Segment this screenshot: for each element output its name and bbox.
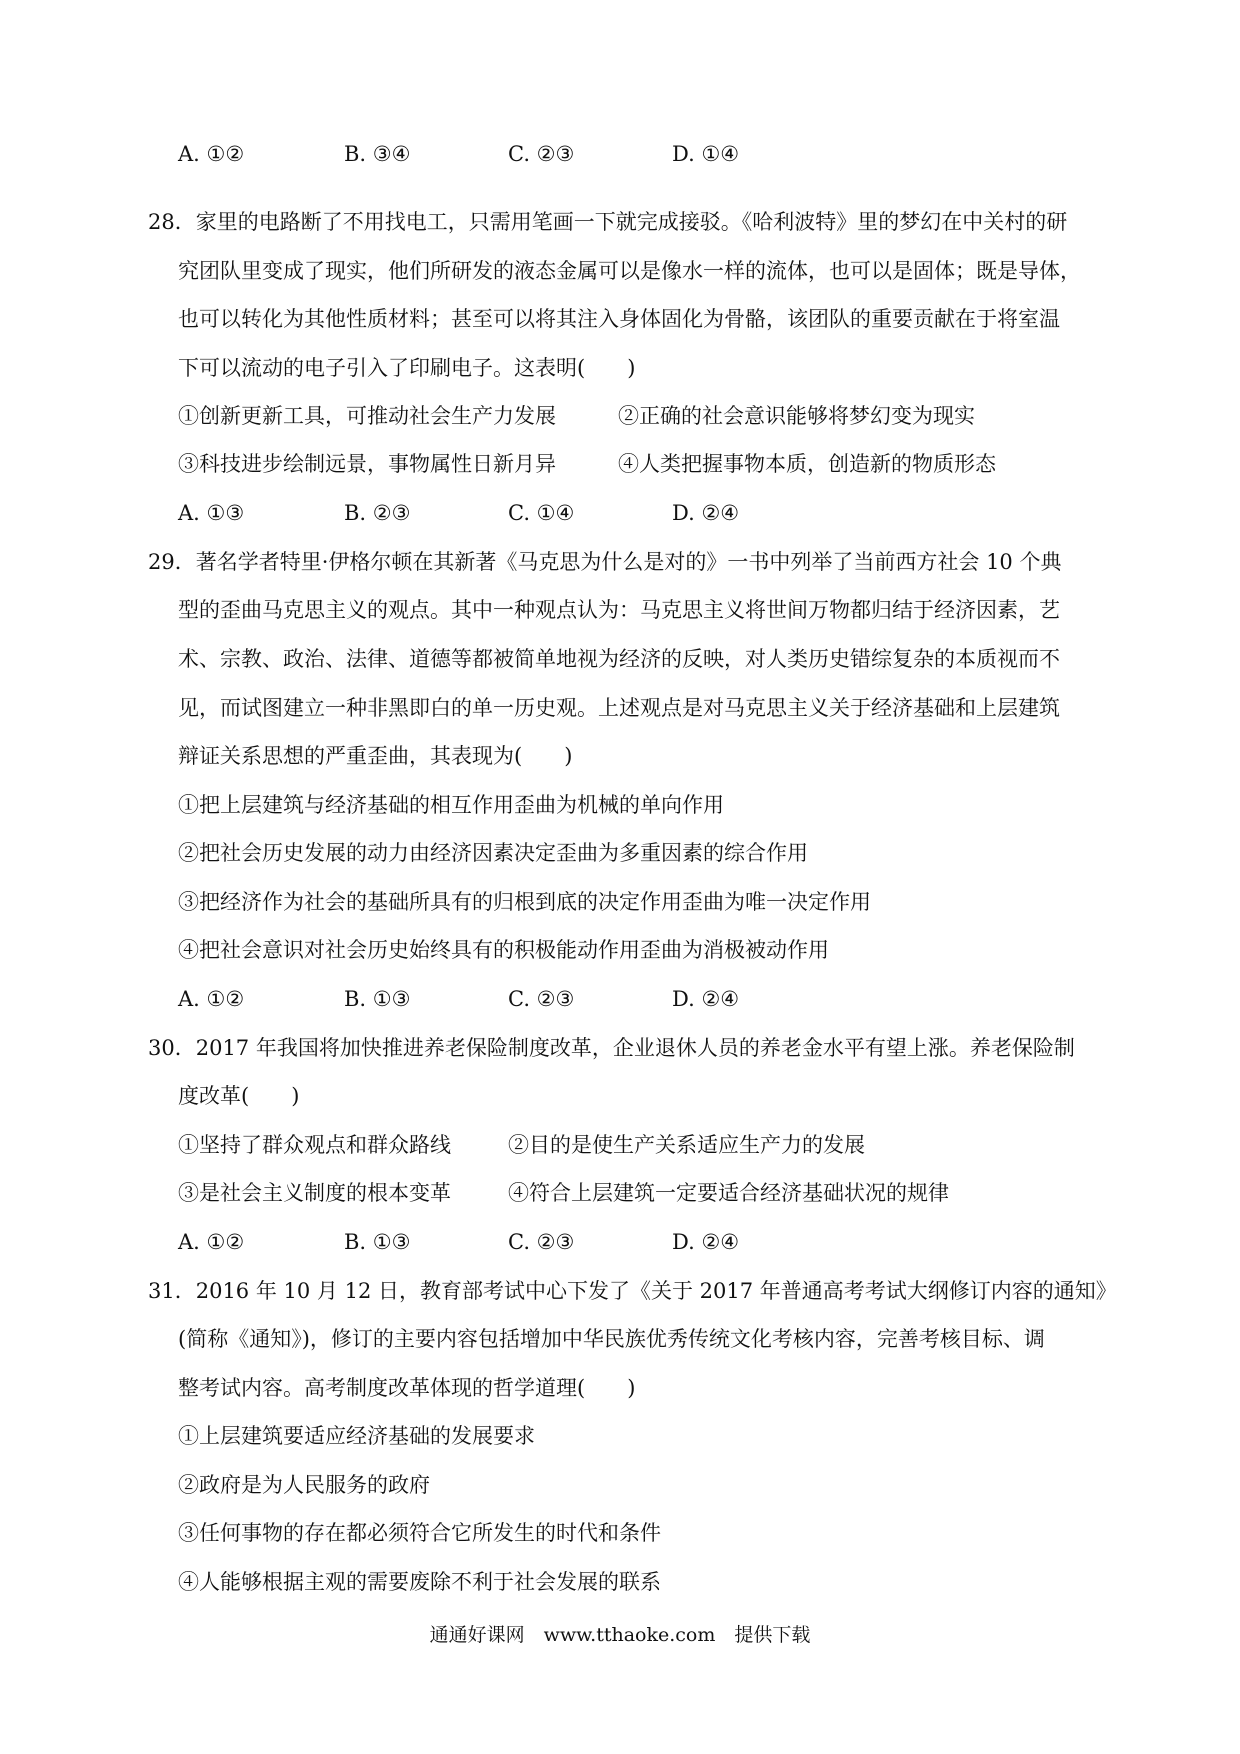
q27-option-a: A. ①② (178, 142, 245, 166)
q29-stem-line: 术、宗教、政治、法律、道德等都被简单地视为经济的反映，对人类历史错综复杂的本质视而不 (178, 647, 1060, 671)
q29-statement-4: ④把社会意识对社会历史始终具有的积极能动作用歪曲为消极被动作用 (178, 938, 829, 962)
q29-statement-2: ②把社会历史发展的动力由经济因素决定歪曲为多重因素的综合作用 (178, 841, 808, 865)
page-footer: 通通好课网 www.tthaoke.com 提供下载 (429, 1624, 811, 1646)
q30-statement-1: ①坚持了群众观点和群众路线 (178, 1133, 451, 1157)
q31-statement-2: ②政府是为人民服务的政府 (178, 1473, 430, 1497)
q29-option-d: D. ②④ (672, 987, 740, 1011)
q28-stem-line: 下可以流动的电子引入了印刷电子。这表明( ) (178, 356, 636, 380)
q28-options (0, 499, 1240, 527)
q31-stem-line: 31．2016 年 10 月 12 日，教育部考试中心下发了《关于 2017 年普通高考考试大纲修订内容的通知》 (148, 1279, 1117, 1303)
q27-option-c: C. ②③ (508, 142, 575, 166)
q28-stem-line: 也可以转化为其他性质材料；甚至可以将其注入身体固化为骨骼，该团队的重要贡献在于将室温 (178, 307, 1060, 331)
q31-statement-4: ④人能够根据主观的需要废除不利于社会发展的联系 (178, 1570, 661, 1594)
q31-statement-3: ③任何事物的存在都必须符合它所发生的时代和条件 (178, 1521, 661, 1545)
q29-option-c: C. ②③ (508, 987, 575, 1011)
q29-option-b: B. ①③ (344, 987, 411, 1011)
q29-stem-line: 型的歪曲马克思主义的观点。其中一种观点认为：马克思主义将世间万物都归结于经济因素，艺 (178, 598, 1060, 622)
q28-stem-line: 究团队里变成了现实，他们所研发的液态金属可以是像水一样的流体，也可以是固体；既是导体， (178, 259, 1081, 283)
q31-stem-line: (简称《通知》)，修订的主要内容包括增加中华民族优秀传统文化考核内容，完善考核目标、调 (178, 1327, 1045, 1351)
q28-option-b: B. ②③ (344, 501, 411, 525)
q30-statement-2: ②目的是使生产关系适应生产力的发展 (508, 1133, 865, 1157)
q28-option-c: C. ①④ (508, 501, 575, 525)
q28-option-a: A. ①③ (178, 501, 245, 525)
q31-statement-1: ①上层建筑要适应经济基础的发展要求 (178, 1424, 535, 1448)
q30-option-a: A. ①② (178, 1230, 245, 1254)
q30-option-d: D. ②④ (672, 1230, 740, 1254)
q29-stem-line: 见，而试图建立一种非黑即白的单一历史观。上述观点是对马克思主义关于经济基础和上层建筑 (178, 696, 1060, 720)
q31-stem-line: 整考试内容。高考制度改革体现的哲学道理( ) (178, 1376, 636, 1400)
q28-option-d: D. ②④ (672, 501, 740, 525)
q28-stem-line: 28．家里的电路断了不用找电工，只需用笔画一下就完成接驳。《哈利波特》里的梦幻在中关村的研 (148, 210, 1068, 234)
q29-stem-line: 辩证关系思想的严重歪曲，其表现为( ) (178, 744, 573, 768)
q29-statement-1: ①把上层建筑与经济基础的相互作用歪曲为机械的单向作用 (178, 793, 724, 817)
q30-statement-3: ③是社会主义制度的根本变革 (178, 1181, 451, 1205)
q30-option-c: C. ②③ (508, 1230, 575, 1254)
q29-option-a: A. ①② (178, 987, 245, 1011)
q29-statement-3: ③把经济作为社会的基础所具有的归根到底的决定作用歪曲为唯一决定作用 (178, 890, 871, 914)
q30-stem-line: 度改革( ) (178, 1084, 300, 1108)
q30-statement-row (0, 1131, 1240, 1159)
q29-stem-line: 29．著名学者特里·伊格尔顿在其新著《马克思为什么是对的》一书中列举了当前西方社会 10 个典 (148, 550, 1062, 574)
q28-statement-row (0, 450, 1240, 478)
q30-stem-line: 30．2017 年我国将加快推进养老保险制度改革，企业退休人员的养老金水平有望上涨。养老保险制 (148, 1036, 1075, 1060)
q27-option-b: B. ③④ (344, 142, 411, 166)
q28-statement-row (0, 402, 1240, 430)
q28-statement-4: ④人类把握事物本质，创造新的物质形态 (618, 452, 996, 476)
q30-statement-4: ④符合上层建筑一定要适合经济基础状况的规律 (508, 1181, 949, 1205)
q27-options (0, 140, 1240, 168)
q29-options (0, 985, 1240, 1013)
q27-option-d: D. ①④ (672, 142, 740, 166)
q30-statement-row (0, 1179, 1240, 1207)
q30-option-b: B. ①③ (344, 1230, 411, 1254)
q28-statement-1: ①创新更新工具，可推动社会生产力发展 (178, 404, 556, 428)
q28-statement-3: ③科技进步绘制远景，事物属性日新月异 (178, 452, 556, 476)
q30-options (0, 1228, 1240, 1256)
q28-statement-2: ②正确的社会意识能够将梦幻变为现实 (618, 404, 975, 428)
